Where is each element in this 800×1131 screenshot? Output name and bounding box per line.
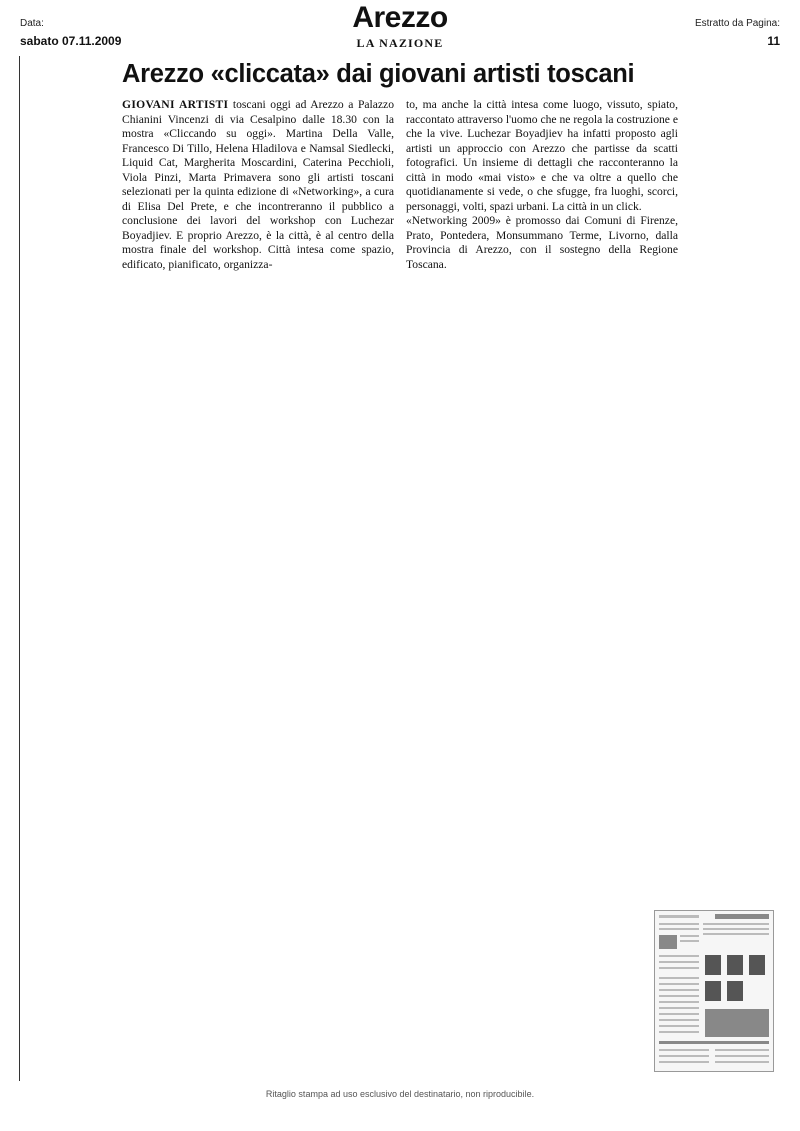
article-column-1 bbox=[122, 98, 394, 272]
page-label: Estratto da Pagina: bbox=[694, 18, 780, 29]
page-block bbox=[695, 18, 780, 48]
article-col2-paragraph-2: «Networking 2009» è promosso dai Comuni di Firenze, Prato, Pontedera, Monsummano Terme, Livorno, dalla Provincia di Arezzo, con il sostegno della Regione Toscana. bbox=[406, 214, 678, 271]
masthead-paper: LA NAZIONE bbox=[356, 36, 444, 50]
article-headline: Arezzo «cliccata» dai giovani artisti toscani bbox=[122, 60, 635, 88]
page-thumbnail-image bbox=[654, 910, 774, 1072]
date-label: Data: bbox=[20, 18, 44, 29]
date-value: sabato 07.11.2009 bbox=[20, 34, 122, 48]
left-margin-rule bbox=[19, 56, 20, 1081]
article-column-2 bbox=[406, 98, 678, 272]
masthead-city: Arezzo bbox=[352, 1, 448, 34]
article-col2-paragraph-1: to, ma anche la città intesa come luogo, vissuto, spiato, raccontato attraverso l'uomo che ne regola la costruzione e che la vive. Luchezar Boyadjiev ha infatti proposto agli artisti un approccio con Arezzo che partisse da scatti fotografici. Un insieme di dettagli che racconteranno la città in modo «mai visto» e che va oltre a quello che quotidianamente si vede, o che sfugge, fra luoghi, scorci, personaggi, volti, spazi urbani. La città in un click. bbox=[406, 98, 678, 213]
page-value: 11 bbox=[767, 34, 780, 48]
date-block bbox=[20, 18, 121, 48]
masthead bbox=[300, 2, 500, 51]
footer-notice: Ritaglio stampa ad uso esclusivo del destinatario, non riproducibile. bbox=[265, 1089, 535, 1099]
article-col1-text: toscani oggi ad Arezzo a Palazzo Chianini Vincenzi di via Cesalpino dalle 18.30 con la mostra «Cliccando su oggi». Martina Della Valle, Francesco Di Tillo, Helena Hladilova e Namsal Siedlecki, Liquid Cat, Margherita Moscardini, Caterina Pecchioli, Viola Pinzi, Marta Primavera sono gli artisti toscani selezionati per la quinta edizione di «Networking», a cura di Elisa Del Prete, e che incontreranno il pubblico a conclusione dei lavori del workshop con Luchezar Boyadjiev. E proprio Arezzo, è la città, è al centro della mostra finale del workshop. Città intesa come spazio, edificato, pianificato, organizza- bbox=[122, 98, 394, 271]
article-kicker: GIOVANI ARTISTI bbox=[122, 98, 229, 111]
